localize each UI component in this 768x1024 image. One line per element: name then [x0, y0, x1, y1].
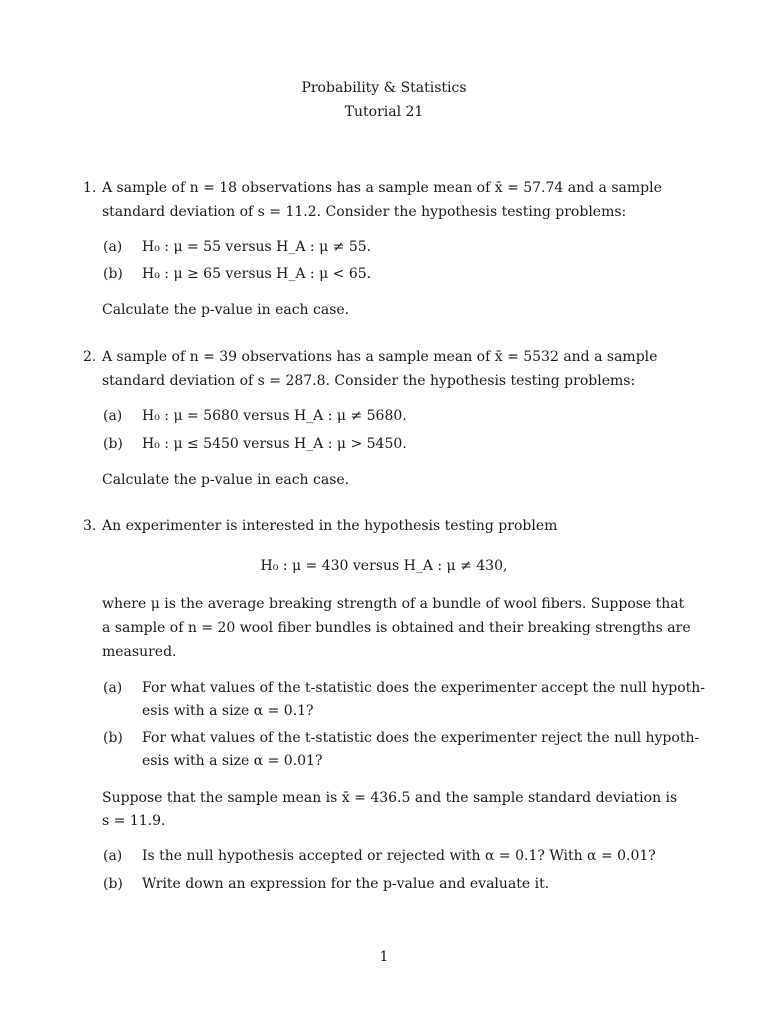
question-3a-label: (a)	[103, 680, 123, 696]
question-3-para1-line3: measured.	[102, 644, 177, 660]
question-3a-line2: esis with a size α = 0.1?	[142, 703, 314, 719]
question-3-para1-line1: where μ is the average breaking strength of a bundle of wool fibers. Suppose that	[102, 596, 685, 612]
question-3c-label: (a)	[103, 848, 123, 864]
page-number: 1	[379, 949, 389, 965]
question-3-para2-line1: Suppose that the sample mean is x̄ = 436.5 and the sample standard deviation is	[102, 790, 678, 806]
question-1b-text: H₀ : μ ≥ 65 versus H_A : μ < 65.	[142, 266, 372, 282]
question-2b-text: H₀ : μ ≤ 5450 versus H_A : μ > 5450.	[142, 436, 407, 452]
question-3-para2-line2: s = 11.9.	[102, 813, 166, 829]
question-2-text-line1: A sample of n = 39 observations has a sample mean of x̄ = 5532 and a sample	[102, 349, 658, 365]
question-1a-label: (a)	[103, 239, 123, 255]
document-subtitle: Tutorial 21	[344, 104, 424, 120]
question-2a-text: H₀ : μ = 5680 versus H_A : μ ≠ 5680.	[142, 408, 407, 424]
question-1b-label: (b)	[103, 266, 123, 282]
question-3b-line2: esis with a size α = 0.01?	[142, 753, 323, 769]
question-3d-label: (b)	[103, 876, 123, 892]
question-3-intro: An experimenter is interested in the hypothesis testing problem	[102, 518, 558, 534]
question-1a-text: H₀ : μ = 55 versus H_A : μ ≠ 55.	[142, 239, 372, 255]
document-title: Probability & Statistics	[301, 80, 467, 96]
question-2a-label: (a)	[103, 408, 123, 424]
question-2-closing: Calculate the p-value in each case.	[102, 472, 350, 488]
question-1-number: 1.	[83, 180, 97, 196]
question-3-para1-line2: a sample of n = 20 wool fiber bundles is obtained and their breaking strengths are	[102, 620, 691, 636]
question-3b-line1: For what values of the t-statistic does the experimenter reject the null hypoth-	[142, 730, 700, 746]
question-2b-label: (b)	[103, 436, 123, 452]
question-2-text-line2: standard deviation of s = 287.8. Consider the hypothesis testing problems:	[102, 373, 636, 389]
question-3c-text: Is the null hypothesis accepted or rejected with α = 0.1? With α = 0.01?	[142, 848, 656, 864]
question-3d-text: Write down an expression for the p-value and evaluate it.	[142, 876, 550, 892]
question-3a-line1: For what values of the t-statistic does the experimenter accept the null hypoth-	[142, 680, 706, 696]
question-1-text-line2: standard deviation of s = 11.2. Consider the hypothesis testing problems:	[102, 204, 627, 220]
question-2-number: 2.	[83, 349, 97, 365]
question-3-equation: H₀ : μ = 430 versus H_A : μ ≠ 430,	[260, 558, 508, 574]
question-1-closing: Calculate the p-value in each case.	[102, 302, 350, 318]
question-3b-label: (b)	[103, 730, 123, 746]
question-1-text-line1: A sample of n = 18 observations has a sample mean of x̄ = 57.74 and a sample	[102, 180, 662, 196]
question-3-number: 3.	[83, 518, 97, 534]
